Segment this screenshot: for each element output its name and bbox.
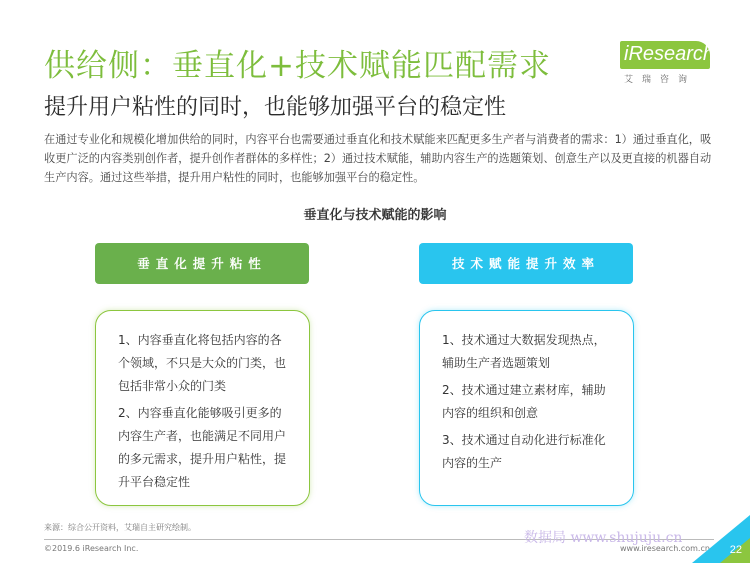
iresearch-logo [620, 41, 715, 87]
logo-text: iResearch [624, 43, 715, 65]
list-item: 2、技术通过建立素材库，辅助内容的组织和创意 [442, 383, 606, 420]
page-title: 供给侧：垂直化+技术赋能匹配需求 [44, 48, 551, 84]
page-number: 22 [729, 544, 742, 556]
watermark: 数据局 www.shujuju.cn [524, 530, 683, 546]
logo-subtext: 艾瑞咨询 [624, 75, 697, 85]
vertical-card [95, 310, 310, 506]
website-link[interactable]: www.iresearch.com.cn [620, 544, 710, 553]
list-item: 1、技术通过大数据发现热点，辅助生产者选题策划 [442, 333, 606, 370]
page-subtitle: 提升用户粘性的同时，也能够加强平台的稳定性 [44, 95, 507, 120]
list-item: 2、内容垂直化能够吸引更多的内容生产者，也能满足不同用户的多元需求，提升用户粘性，提升平台稳定性 [118, 406, 287, 489]
copyright: ©2019.6 iResearch Inc. [44, 544, 139, 553]
tech-list [420, 311, 633, 475]
list-item: 1、内容垂直化将包括内容的各个领域，不只是大众的门类，也包括非常小众的门类 [118, 333, 287, 393]
intro-paragraph: 在通过专业化和规模化增加供给的同时，内容平台也需要通过垂直化和技术赋能来匹配更多生产者与消费者的需求：1）通过垂直化，吸收更广泛的内容类别创作者，提升创作者群体的多样性；2）通过技术赋能，辅助内容生产的选题策划、创意生产以及更直接的机器自动生产内容。通过这些举措，提升用户粘性的同时，也能够加强平台的稳定性。 [44, 133, 712, 184]
vertical-list [96, 311, 309, 494]
list-item: 3、技术通过自动化进行标准化内容的生产 [442, 433, 606, 470]
tech-card [419, 310, 634, 506]
vertical-tag: 垂直化提升粘性 [95, 243, 309, 284]
tech-tag: 技术赋能提升效率 [419, 243, 633, 284]
section-title: 垂直化与技术赋能的影响 [303, 208, 447, 223]
source-note: 来源：综合公开资料，艾瑞自主研究绘制。 [44, 523, 196, 532]
